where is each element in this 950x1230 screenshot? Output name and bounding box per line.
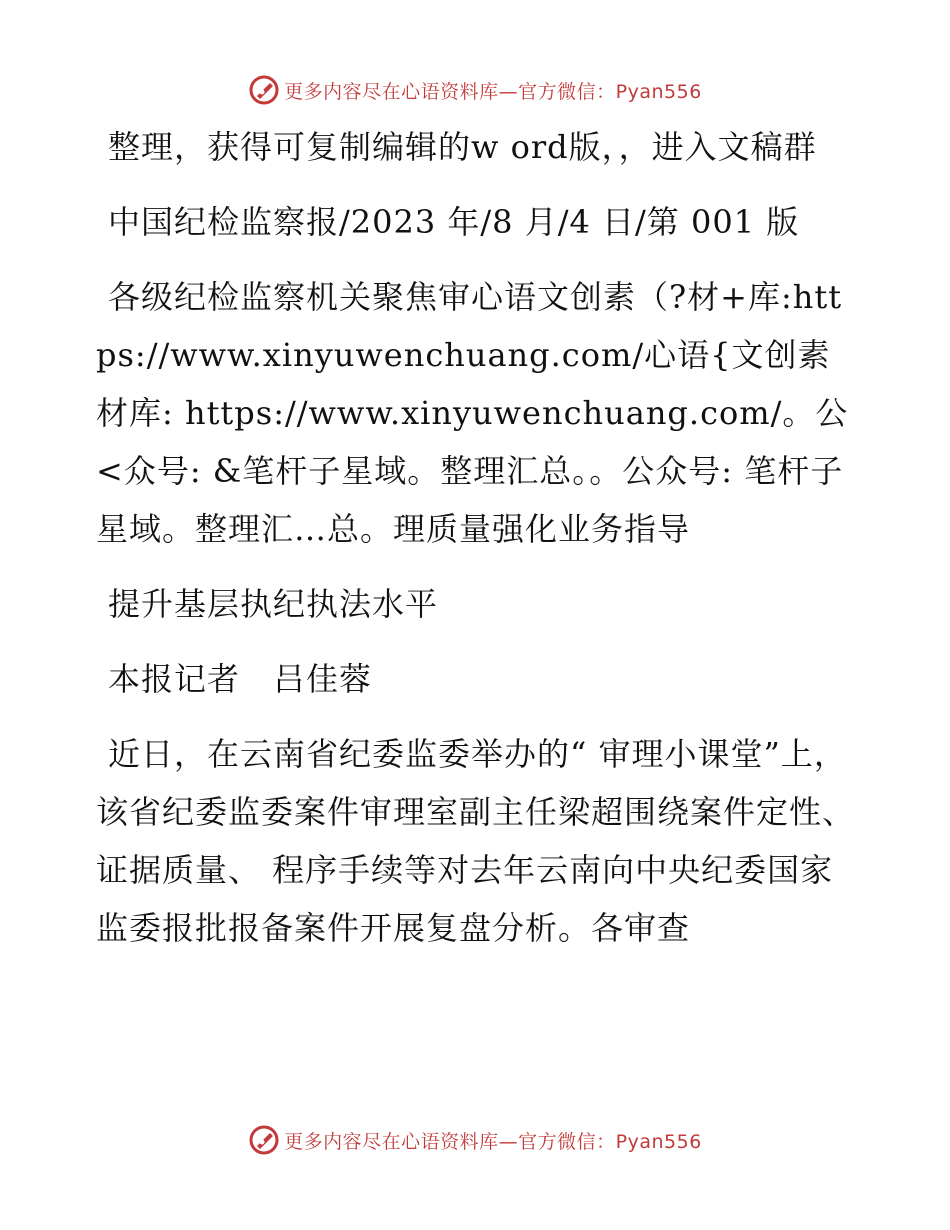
paragraph-article: 近日，在云南省纪委监委举办的“ 审理小课堂”上，该省纪委监委案件审理室副主任梁超围绕案件定性、 证据质量、 程序手续等对去年云南向中央纪委国家监委报批报备案件开展复盘分析。各审查 <box>96 735 856 947</box>
footer-banner <box>0 1122 950 1158</box>
paragraph-source: 中国纪检监察报/2023 年/8 月/4 日/第 001 版 <box>108 203 800 241</box>
paragraph-intro: 整理，获得可复制编辑的w ord版，，进入文稿群 <box>108 128 817 166</box>
paragraph-subheadline: 提升基层执纪执法水平 <box>108 585 439 623</box>
paragraph-headline: 各级纪检监察机关聚焦审心语文创素（?材+库:https://www.xinyuwenchuang.com/心语{文创素材库: https://www.xinyuwenchuang.com/。公<众号: &笔杆子星域。整理汇总。。公众号: 笔杆子星域。整理汇…总。理质量强化业务指导 <box>96 278 849 548</box>
logo-icon <box>248 1124 280 1156</box>
logo-icon <box>248 74 280 106</box>
header-banner-text: 更多内容尽在心语资料库—官方微信：Pyan556 <box>284 80 702 103</box>
document-body <box>96 118 856 974</box>
header-banner <box>0 72 950 108</box>
footer-banner-text: 更多内容尽在心语资料库—官方微信：Pyan556 <box>284 1130 702 1153</box>
paragraph-byline: 本报记者 吕佳蓉 <box>108 660 373 698</box>
